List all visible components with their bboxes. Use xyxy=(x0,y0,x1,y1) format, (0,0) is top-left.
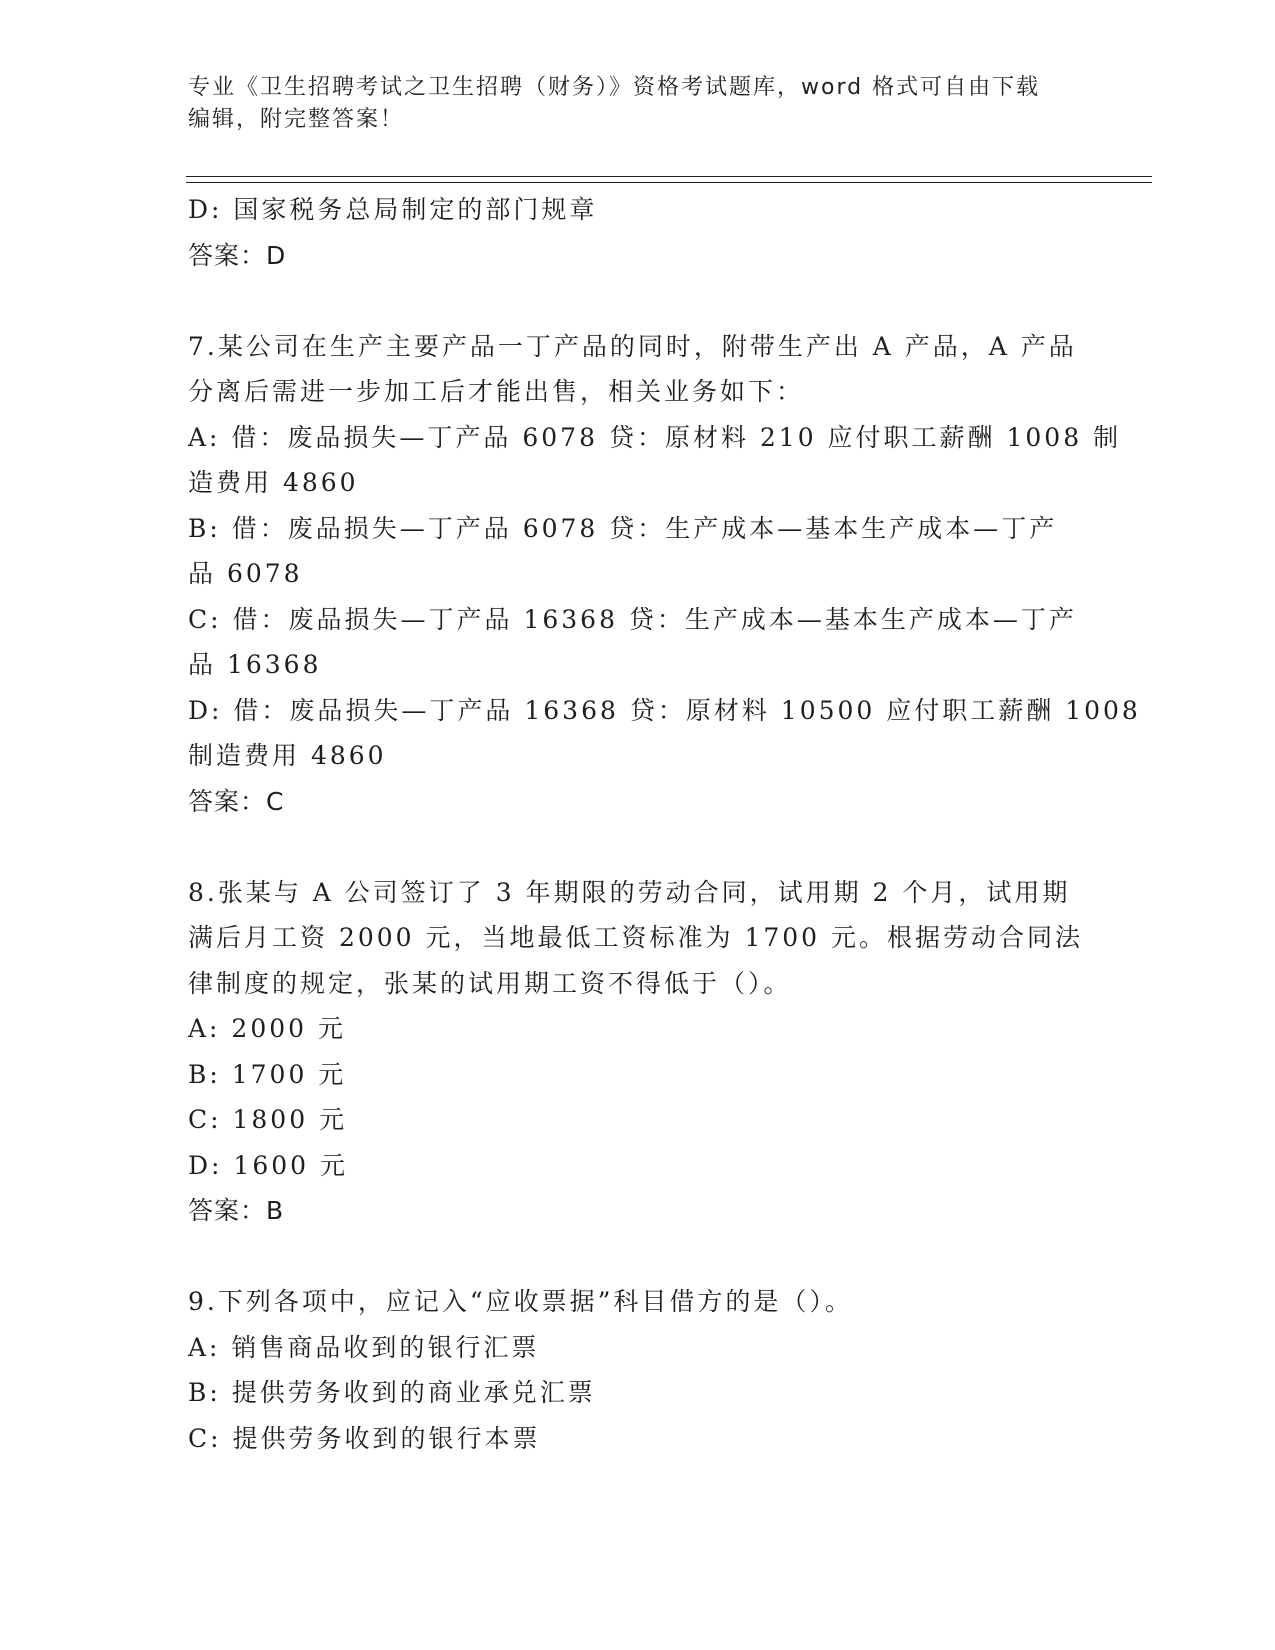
q7-option-d-line-2: 制造费用 4860 xyxy=(188,741,387,770)
q7-stem-line-2: 分离后需进一步加工后才能出售，相关业务如下： xyxy=(188,377,805,406)
q8-option-d: D: 1600 元 xyxy=(188,1150,348,1180)
q8-stem-line-1: 8.张某与 A 公司签订了 3 年期限的劳动合同，试用期 2 个月，试用期 xyxy=(188,877,1071,907)
q7-option-b-line-1: B: 借：废品损失—丁产品 6078 贷：生产成本—基本生产成本—丁产 xyxy=(188,513,1058,543)
page-header xyxy=(188,72,1068,136)
q7-option-b-line-2: 品 6078 xyxy=(188,559,303,588)
q8-answer: 答案：B xyxy=(188,1196,285,1225)
q9-option-c: C: 提供劳务收到的银行本票 xyxy=(188,1423,541,1453)
q7-option-a-line-1: A: 借：废品损失—丁产品 6078 贷：原材料 210 应付职工薪酬 1008 制 xyxy=(188,422,1122,452)
spacer xyxy=(188,278,1088,324)
q7-stem-line-1: 7.某公司在生产主要产品一丁产品的同时，附带生产出 A 产品，A 产品 xyxy=(188,331,1077,361)
q8-stem-line-3: 律制度的规定，张某的试用期工资不得低于（）。 xyxy=(188,968,792,998)
q7-option-c-line-2: 品 16368 xyxy=(188,650,322,679)
document-body xyxy=(188,187,1141,1461)
q8-option-a: A: 2000 元 xyxy=(188,1014,346,1043)
header-line-2: 编辑，附完整答案！ xyxy=(188,107,405,132)
header-divider-top xyxy=(186,176,1152,177)
spacer xyxy=(188,1234,1088,1280)
prev-question-option-d: D: 国家税务总局制定的部门规章 xyxy=(188,195,598,224)
q8-option-b: B: 1700 元 xyxy=(188,1059,347,1089)
header-divider-bottom xyxy=(186,182,1152,183)
q7-option-d-line-1: D: 借：废品损失—丁产品 16368 贷：原材料 10500 应付职工薪酬 1008 xyxy=(188,695,1141,725)
q9-stem-line-1: 9.下列各项中，应记入“应收票据”科目借方的是（）。 xyxy=(188,1287,853,1316)
q7-option-a-line-2: 造费用 4860 xyxy=(188,468,359,497)
prev-question-answer: 答案：D xyxy=(188,240,287,270)
q8-option-c: C: 1800 元 xyxy=(188,1105,348,1134)
spacer xyxy=(188,824,1088,870)
q7-option-c-line-1: C: 借：废品损失—丁产品 16368 贷：生产成本—基本生产成本—丁产 xyxy=(188,604,1077,634)
q9-option-b: B: 提供劳务收到的商业承兑汇票 xyxy=(188,1378,596,1407)
header-line-1: 专业《卫生招聘考试之卫生招聘（财务）》资格考试题库，word 格式可自由下载 xyxy=(188,75,1041,100)
q7-answer: 答案：C xyxy=(188,786,285,816)
q9-option-a: A: 销售商品收到的银行汇票 xyxy=(188,1332,540,1362)
q8-stem-line-2: 满后月工资 2000 元，当地最低工资标准为 1700 元。根据劳动合同法 xyxy=(188,923,1084,952)
